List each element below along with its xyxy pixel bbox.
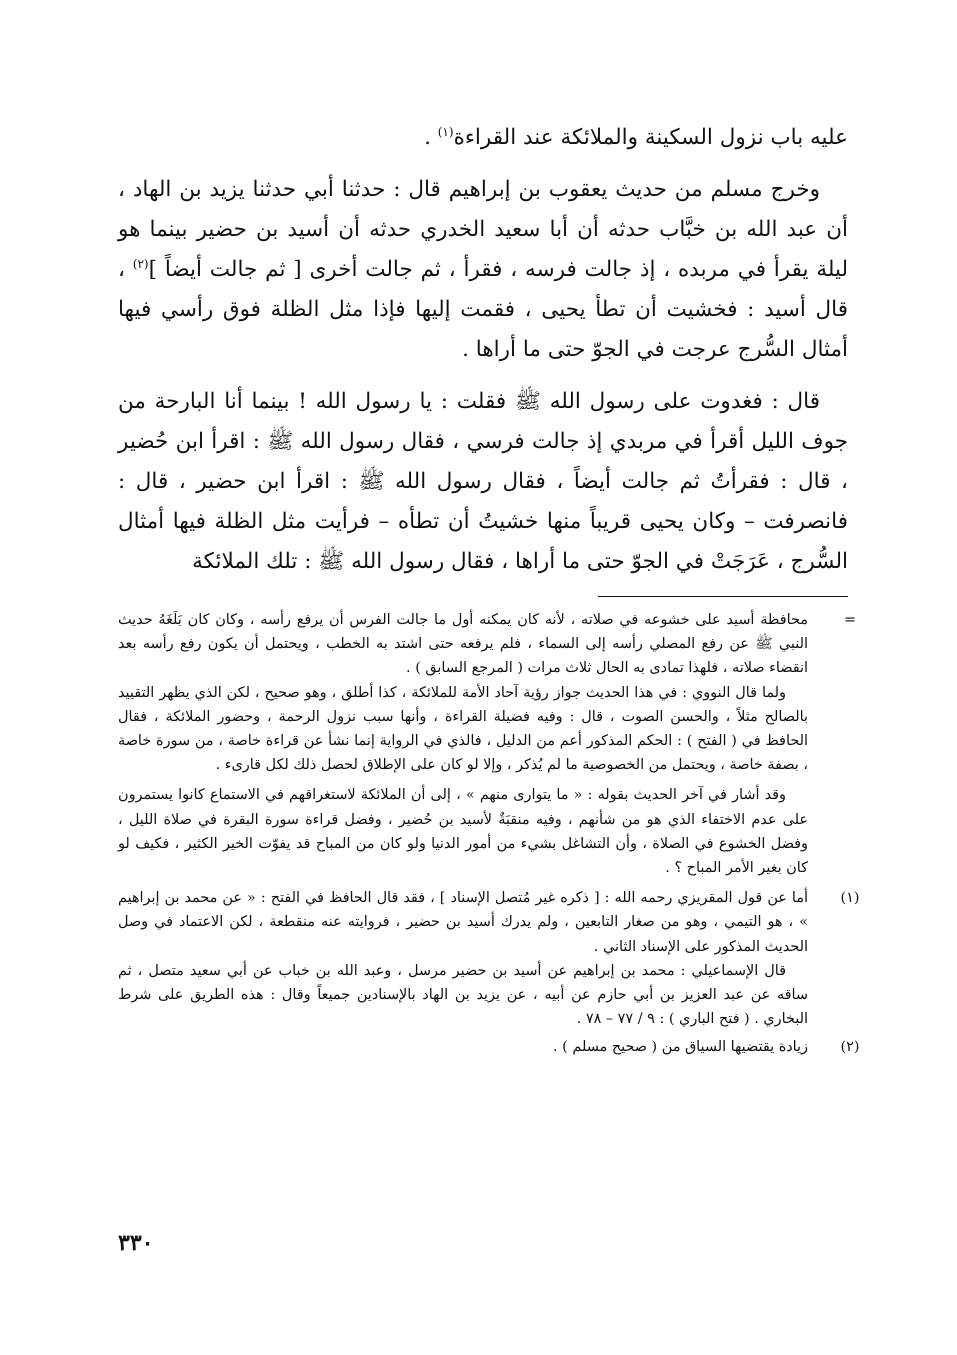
main-p2b-text: ، قال أسيد : فخشيت أن تطأ يحيى ، فقمت إليها فإذا مثل الظلة فوق رأسي فيها أمثال السُّرج عرجت في الجوّ حتى ما أراها . xyxy=(118,257,848,362)
footnote-2-paragraph-1: زيادة يقتضيها السياق من ( صحيح مسلم ) . xyxy=(553,1039,808,1056)
main-text xyxy=(118,118,848,582)
footnote-1-paragraph-1: أما عن قول المقريزي رحمه الله : [ ذكره غير مُتصل الإسناد ] ، فقد قال الحافظ في الفتح : « عن محمد بن إبراهيم » ، هو التيمي ، وهو من صغار التابعين ، ولم يدرك أسيد بن حضير ، فروايته عنه منقطعة ، لكن الاعتماد في وصل الحديث المذكور على الإسناد الثاني . xyxy=(118,890,808,955)
footnote-1-paragraph-2: قال الإسماعيلي : محمد بن إبراهيم عن أسيد بن حضير مرسل ، وعبد الله بن خباب عن أبي سعيد متصل ، ثم ساقه عن عبد العزيز بن أبي حازم عن أبيه ، عن يزيد بن الهاد بالإسنادين جميعاً وقال : هذه الطريق على شرط البخاري . ( فتح الباري ) : ٩ / ٧٧ – ٧٨ . xyxy=(118,962,808,1028)
footnote-2 xyxy=(118,1035,860,1059)
footnote-continuation xyxy=(118,608,857,880)
footnote-ref-2: (٢) xyxy=(132,256,149,271)
main-paragraph-2 xyxy=(118,170,848,370)
footnote-cont-paragraph-2: ولما قال النووي : في هذا الحديث جواز رؤية آحاد الأمة للملائكة ، كذا أطلق ، وهو صحيح ، لكن الذي يظهر التقييد بالصالح مثلاً ، والحسن الصوت ، قال : وفيه فضيلة القراءة ، وأنها سبب نزول الرحمة ، وحضور الملائكة ، فقال الحافظ في ( الفتح ) : الحكم المذكور أعم من الدليل ، فالذي في الرواية إنما نشأ عن قراءة خاصة ، من سورة خاصة ، بصفة خاصة ، ويحتمل من الخصوصية ما لم يُذكر ، وإلا لو كان على الإطلاق لحصل ذلك لكل قارىء . xyxy=(118,684,808,774)
footnote-1-mark: (١) xyxy=(840,890,860,907)
footnote-1 xyxy=(118,886,860,1031)
main-p1-text: عليه باب نزول السكينة والملائكة عند القراءة xyxy=(453,125,848,150)
footnote-cont-paragraph-3: وقد أشار في آخر الحديث بقوله : « ما يتوارى منهم » ، إلى أن الملائكة لاستغراقهم في الاستماع كانوا يستمرون على عدم الاختفاء الذي هو من شأنهم ، وفيه منقبَةٌ لأسيد بن حُضير ، وفضل قراءة سورة البقرة في صلاة الليل ، وفضل الخشوع في الصلاة ، وأن التشاغل بشيء من أمور الدنيا ولو كان من المباح قد يفوّت الخير الكثير ، فكيف لو كان بغير الأمر المباح ؟ . xyxy=(118,787,808,877)
page-number: ٣٣٠ xyxy=(118,1230,154,1256)
footnote-separator xyxy=(598,596,848,597)
main-paragraph-1 xyxy=(118,118,848,158)
main-paragraph-3: قال : فغدوت على رسول الله ﷺ فقلت : يا رسول الله ! بينما أنا البارحة من جوف الليل أقرأ في مربدي إذ جالت فرسي ، فقال رسول الله ﷺ : اقرأ ابن حُضير ، قال : فقرأتُ ثم جالت أيضاً ، فقال رسول الله ﷺ : اقرأ ابن حضير ، قال : فانصرفت – وكان يحيى قريباً منها خشيتُ أن تطأه – فرأيت مثل الظلة فيها أمثال السُّرج ، عَرَجَتْ في الجوّ حتى ما أراها ، فقال رسول الله ﷺ : تلك الملائكة xyxy=(118,389,848,574)
main-p1-end: . xyxy=(424,125,438,150)
continuation-mark: = xyxy=(843,612,857,628)
page-body xyxy=(118,118,860,1056)
footnotes xyxy=(118,608,860,1060)
footnote-ref-1: (١) xyxy=(437,124,454,139)
footnote-cont-paragraph-1: محافظة أسيد على خشوعه في صلاته ، لأنه كان يمكنه أول ما جالت الفرس أن يرفع رأسه ، وكان كان بَلَغَهُ حديث النبي ﷺ عن رفع المصلي رأسه إلى السماء ، فلم يرفعه حتى اشتد به الخطب ، ويحتمل أن يكون رفع رأسه بعد انقضاء صلاته ، فلهذا تمادى به الحال ثلاث مرات ( المرجع السابق ) . xyxy=(118,612,808,677)
main-p2a-text: وخرج مسلم من حديث يعقوب بن إبراهيم قال : حدثنا أبي حدثنا يزيد بن الهاد ، أن عبد الله بن خبَّاب حدثه أن أبا سعيد الخدري حدثه أن أسيد بن حضير بينما هو ليلة يقرأ في مربده ، إذ جالت فرسه ، فقرأ ، ثم جالت أخرى [ ثم جالت أيضاً ] xyxy=(118,177,848,282)
footnote-2-mark: (٢) xyxy=(840,1039,860,1056)
